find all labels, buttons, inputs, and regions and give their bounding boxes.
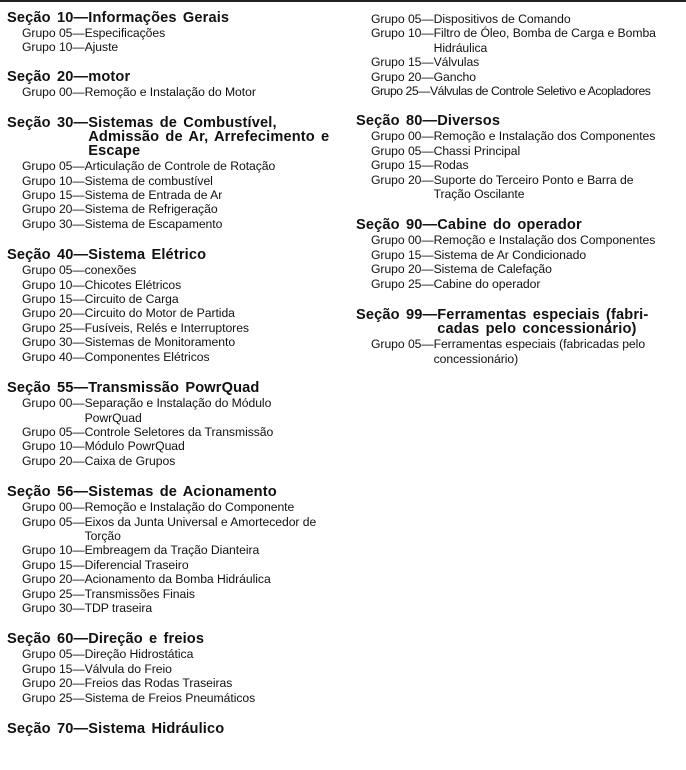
group-number: Grupo 20— xyxy=(22,572,85,587)
group-title: Rodas xyxy=(433,158,469,173)
group-title: Eixos da Junta Universal e Amortecedor de Torção xyxy=(84,514,317,543)
top-rule xyxy=(0,0,686,2)
group-title: Transmissões Finais xyxy=(84,586,195,601)
group-entry[interactable] xyxy=(22,543,352,557)
section-heading[interactable] xyxy=(7,722,352,736)
group-entry[interactable] xyxy=(22,587,352,601)
group-entry[interactable] xyxy=(371,26,686,55)
group-number: Grupo 05— xyxy=(22,514,85,529)
group-entry[interactable] xyxy=(371,262,686,276)
group-number: Grupo 00— xyxy=(371,129,434,144)
toc-right-column xyxy=(356,12,686,366)
group-number: Grupo 15— xyxy=(22,557,85,572)
group-entry[interactable] xyxy=(22,188,352,202)
section-heading[interactable] xyxy=(7,485,352,499)
group-entry[interactable] xyxy=(22,662,352,676)
section-number: Seção 80— xyxy=(356,113,438,130)
group-title: Fusíveis, Relés e Interruptores xyxy=(84,320,249,335)
section-title: Sistema Hidráulico xyxy=(88,721,225,737)
group-number: Grupo 15— xyxy=(22,292,85,307)
group-title: Direção Hidrostática xyxy=(84,647,194,662)
group-number: Grupo 05— xyxy=(371,12,434,26)
group-entry[interactable] xyxy=(371,173,686,202)
group-entry[interactable] xyxy=(22,321,352,335)
section-heading[interactable] xyxy=(356,308,686,336)
section-title: Ferramentas especiais (fabri-cadas pelo concessionário) xyxy=(437,307,649,338)
group-title: Sistemas de Monitoramento xyxy=(84,335,236,350)
group-number: Grupo 15— xyxy=(22,661,85,676)
group-entry[interactable] xyxy=(22,292,352,306)
section-30 xyxy=(7,116,352,231)
group-title: TDP traseira xyxy=(84,600,153,615)
section-99 xyxy=(356,308,686,366)
group-entry[interactable] xyxy=(22,263,352,277)
group-number: Grupo 05— xyxy=(22,26,85,40)
group-title: Articulação de Controle de Rotação xyxy=(84,159,276,174)
group-entry[interactable] xyxy=(371,84,686,98)
group-title: Chicotes Elétricos xyxy=(84,277,182,292)
group-number: Grupo 15— xyxy=(371,247,434,262)
section-heading[interactable] xyxy=(356,114,686,128)
group-title: Ferramentas especiais (fabricadas pelo concessionário) xyxy=(433,337,646,366)
section-title: motor xyxy=(88,68,131,85)
section-title: Cabine do operador xyxy=(437,217,582,234)
group-number: Grupo 10— xyxy=(22,40,85,55)
group-title: Freios das Rodas Traseiras xyxy=(84,676,233,691)
group-entry[interactable] xyxy=(371,129,686,143)
group-entry[interactable] xyxy=(371,70,686,84)
group-entry[interactable] xyxy=(22,174,352,188)
group-number: Grupo 20— xyxy=(371,262,434,277)
group-number: Grupo 05— xyxy=(22,263,85,278)
group-entry[interactable] xyxy=(22,85,352,99)
group-title: Sistema de Ar Condicionado xyxy=(433,247,587,262)
group-number: Grupo 25— xyxy=(371,276,434,291)
group-entry[interactable] xyxy=(22,601,352,615)
section-heading[interactable] xyxy=(7,248,352,262)
group-title: Controle Seletores da Transmissão xyxy=(84,424,274,439)
group-number: Grupo 05— xyxy=(22,159,85,174)
group-entry[interactable] xyxy=(22,306,352,320)
group-number: Grupo 00— xyxy=(371,233,434,248)
group-number: Grupo 05— xyxy=(371,337,434,352)
section-title: Direção e freios xyxy=(88,631,205,648)
group-number: Grupo 00— xyxy=(22,84,85,99)
section-number: Seção 60— xyxy=(7,631,89,648)
section-heading[interactable] xyxy=(7,11,352,25)
group-entry[interactable] xyxy=(22,217,352,231)
group-number: Grupo 20— xyxy=(371,69,434,84)
group-number: Grupo 15— xyxy=(371,158,434,173)
group-number: Grupo 20— xyxy=(371,172,434,187)
group-number: Grupo 20— xyxy=(22,676,85,691)
section-20 xyxy=(7,70,352,99)
section-heading[interactable] xyxy=(7,632,352,646)
section-title: Diversos xyxy=(437,113,501,130)
section-number: Seção 10— xyxy=(7,10,89,26)
group-number: Grupo 20— xyxy=(22,453,85,468)
group-title: Sistema de combustível xyxy=(84,173,213,188)
group-number: Grupo 25— xyxy=(371,84,430,99)
section-heading[interactable] xyxy=(7,381,352,395)
group-number: Grupo 25— xyxy=(22,586,85,601)
group-number: Grupo 40— xyxy=(22,349,85,364)
group-entry[interactable] xyxy=(22,676,352,690)
group-title: Módulo PowrQuad xyxy=(84,439,185,454)
section-heading[interactable] xyxy=(356,218,686,232)
section-title: Sistema Elétrico xyxy=(88,247,207,264)
group-number: Grupo 20— xyxy=(22,202,85,217)
group-title: Embreagem da Tração Dianteira xyxy=(84,543,260,558)
group-entry[interactable] xyxy=(22,425,352,439)
toc-left-column xyxy=(7,11,352,736)
group-title: Cabine do operador xyxy=(433,276,541,291)
group-number: Grupo 30— xyxy=(22,216,85,231)
group-title: Chassi Principal xyxy=(433,143,521,158)
group-entry[interactable] xyxy=(22,439,352,453)
group-entry[interactable] xyxy=(22,515,352,544)
section-40 xyxy=(7,248,352,364)
group-title: Sistema de Calefação xyxy=(433,262,552,277)
group-entry[interactable] xyxy=(371,233,686,247)
section-number: Seção 70— xyxy=(7,721,89,737)
group-title: Circuito do Motor de Partida xyxy=(84,306,235,321)
section-number: Seção 55— xyxy=(7,380,89,397)
group-number: Grupo 10— xyxy=(22,277,85,292)
group-entry[interactable] xyxy=(22,558,352,572)
group-number: Grupo 20— xyxy=(22,306,85,321)
section-70-continued xyxy=(356,12,686,98)
group-title: conexões xyxy=(84,263,137,278)
section-number: Seção 40— xyxy=(7,247,89,264)
section-10 xyxy=(7,11,352,55)
group-title: Válvula do Freio xyxy=(84,661,172,676)
section-60 xyxy=(7,632,352,705)
group-entry[interactable] xyxy=(22,335,352,349)
group-title: Gancho xyxy=(433,69,476,84)
group-entry[interactable] xyxy=(371,55,686,69)
section-80 xyxy=(356,114,686,201)
group-entry[interactable] xyxy=(22,202,352,216)
section-56 xyxy=(7,485,352,615)
group-entry[interactable] xyxy=(371,12,686,26)
group-entry[interactable] xyxy=(22,278,352,292)
group-title: Separação e Instalação do Módulo PowrQuad xyxy=(84,396,272,425)
group-title: Circuito de Carga xyxy=(84,292,179,307)
section-70 xyxy=(7,722,352,736)
group-number: Grupo 05— xyxy=(22,424,85,439)
group-entry[interactable] xyxy=(371,248,686,262)
group-entry[interactable] xyxy=(22,26,352,40)
group-title: Sistema de Refrigeração xyxy=(84,202,218,217)
group-title: Diferencial Traseiro xyxy=(84,557,189,572)
group-entry[interactable] xyxy=(371,277,686,291)
group-title: Remoção e Instalação dos Componentes xyxy=(433,129,656,144)
group-number: Grupo 00— xyxy=(22,396,85,411)
group-title: Caixa de Grupos xyxy=(84,453,176,468)
group-entry[interactable] xyxy=(22,159,352,173)
group-title: Acionamento da Bomba Hidráulica xyxy=(84,572,271,587)
group-entry[interactable] xyxy=(22,572,352,586)
group-title: Válvulas xyxy=(433,55,480,70)
group-title: Sistema de Escapamento xyxy=(84,216,223,231)
group-number: Grupo 00— xyxy=(22,500,85,515)
group-number: Grupo 05— xyxy=(371,143,434,158)
group-number: Grupo 05— xyxy=(22,647,85,662)
group-title: Válvulas de Controle Seletivo e Acopladores xyxy=(429,84,651,99)
group-number: Grupo 15— xyxy=(22,188,85,203)
group-number: Grupo 25— xyxy=(22,690,85,705)
group-number: Grupo 10— xyxy=(22,439,85,454)
group-title: Suporte do Terceiro Ponto e Barra de Tração Oscilante xyxy=(433,172,634,202)
group-number: Grupo 30— xyxy=(22,335,85,350)
section-title: Sistemas de Acionamento xyxy=(88,484,277,501)
section-55 xyxy=(7,381,352,468)
group-entry[interactable] xyxy=(371,158,686,172)
group-entry[interactable] xyxy=(22,647,352,661)
group-title: Filtro de Óleo, Bomba de Carga e Bomba Hidráulica xyxy=(433,26,656,55)
section-90 xyxy=(356,218,686,291)
group-title: Sistema de Freios Pneumáticos xyxy=(84,690,256,705)
group-entry[interactable] xyxy=(22,500,352,514)
section-heading[interactable] xyxy=(7,116,352,158)
group-title: Remoção e Instalação do Componente xyxy=(84,500,295,515)
group-number: Grupo 25— xyxy=(22,320,85,335)
group-entry[interactable] xyxy=(22,454,352,468)
group-entry[interactable] xyxy=(22,396,352,425)
group-number: Grupo 30— xyxy=(22,600,85,615)
section-title: Informações Gerais xyxy=(88,10,230,26)
section-heading[interactable] xyxy=(7,70,352,84)
group-number: Grupo 10— xyxy=(22,543,85,558)
group-entry[interactable] xyxy=(22,350,352,364)
section-number: Seção 99— xyxy=(356,307,438,324)
section-title: Sistemas de Combustível, Admissão de Ar, Arrefecimento e Escape xyxy=(88,115,330,160)
group-number: Grupo 15— xyxy=(371,55,434,70)
section-number: Seção 30— xyxy=(7,115,89,132)
section-number: Seção 56— xyxy=(7,484,89,501)
group-entry[interactable] xyxy=(371,144,686,158)
group-title: Remoção e Instalação do Motor xyxy=(84,84,256,99)
section-number: Seção 20— xyxy=(7,68,89,85)
section-title: Transmissão PowrQuad xyxy=(88,380,260,397)
group-title: Dispositivos de Comando xyxy=(433,12,571,26)
section-number: Seção 90— xyxy=(356,217,438,234)
group-entry[interactable] xyxy=(22,691,352,705)
group-title: Componentes Elétricos xyxy=(84,349,210,364)
group-title: Especificações xyxy=(84,26,166,40)
group-number: Grupo 10— xyxy=(371,26,434,41)
group-title: Sistema de Entrada de Ar xyxy=(84,188,223,203)
group-number: Grupo 10— xyxy=(22,173,85,188)
group-title: Remoção e Instalação dos Componentes xyxy=(433,233,656,248)
group-title: Ajuste xyxy=(84,40,119,55)
group-entry[interactable] xyxy=(22,40,352,54)
group-entry[interactable] xyxy=(371,337,686,366)
